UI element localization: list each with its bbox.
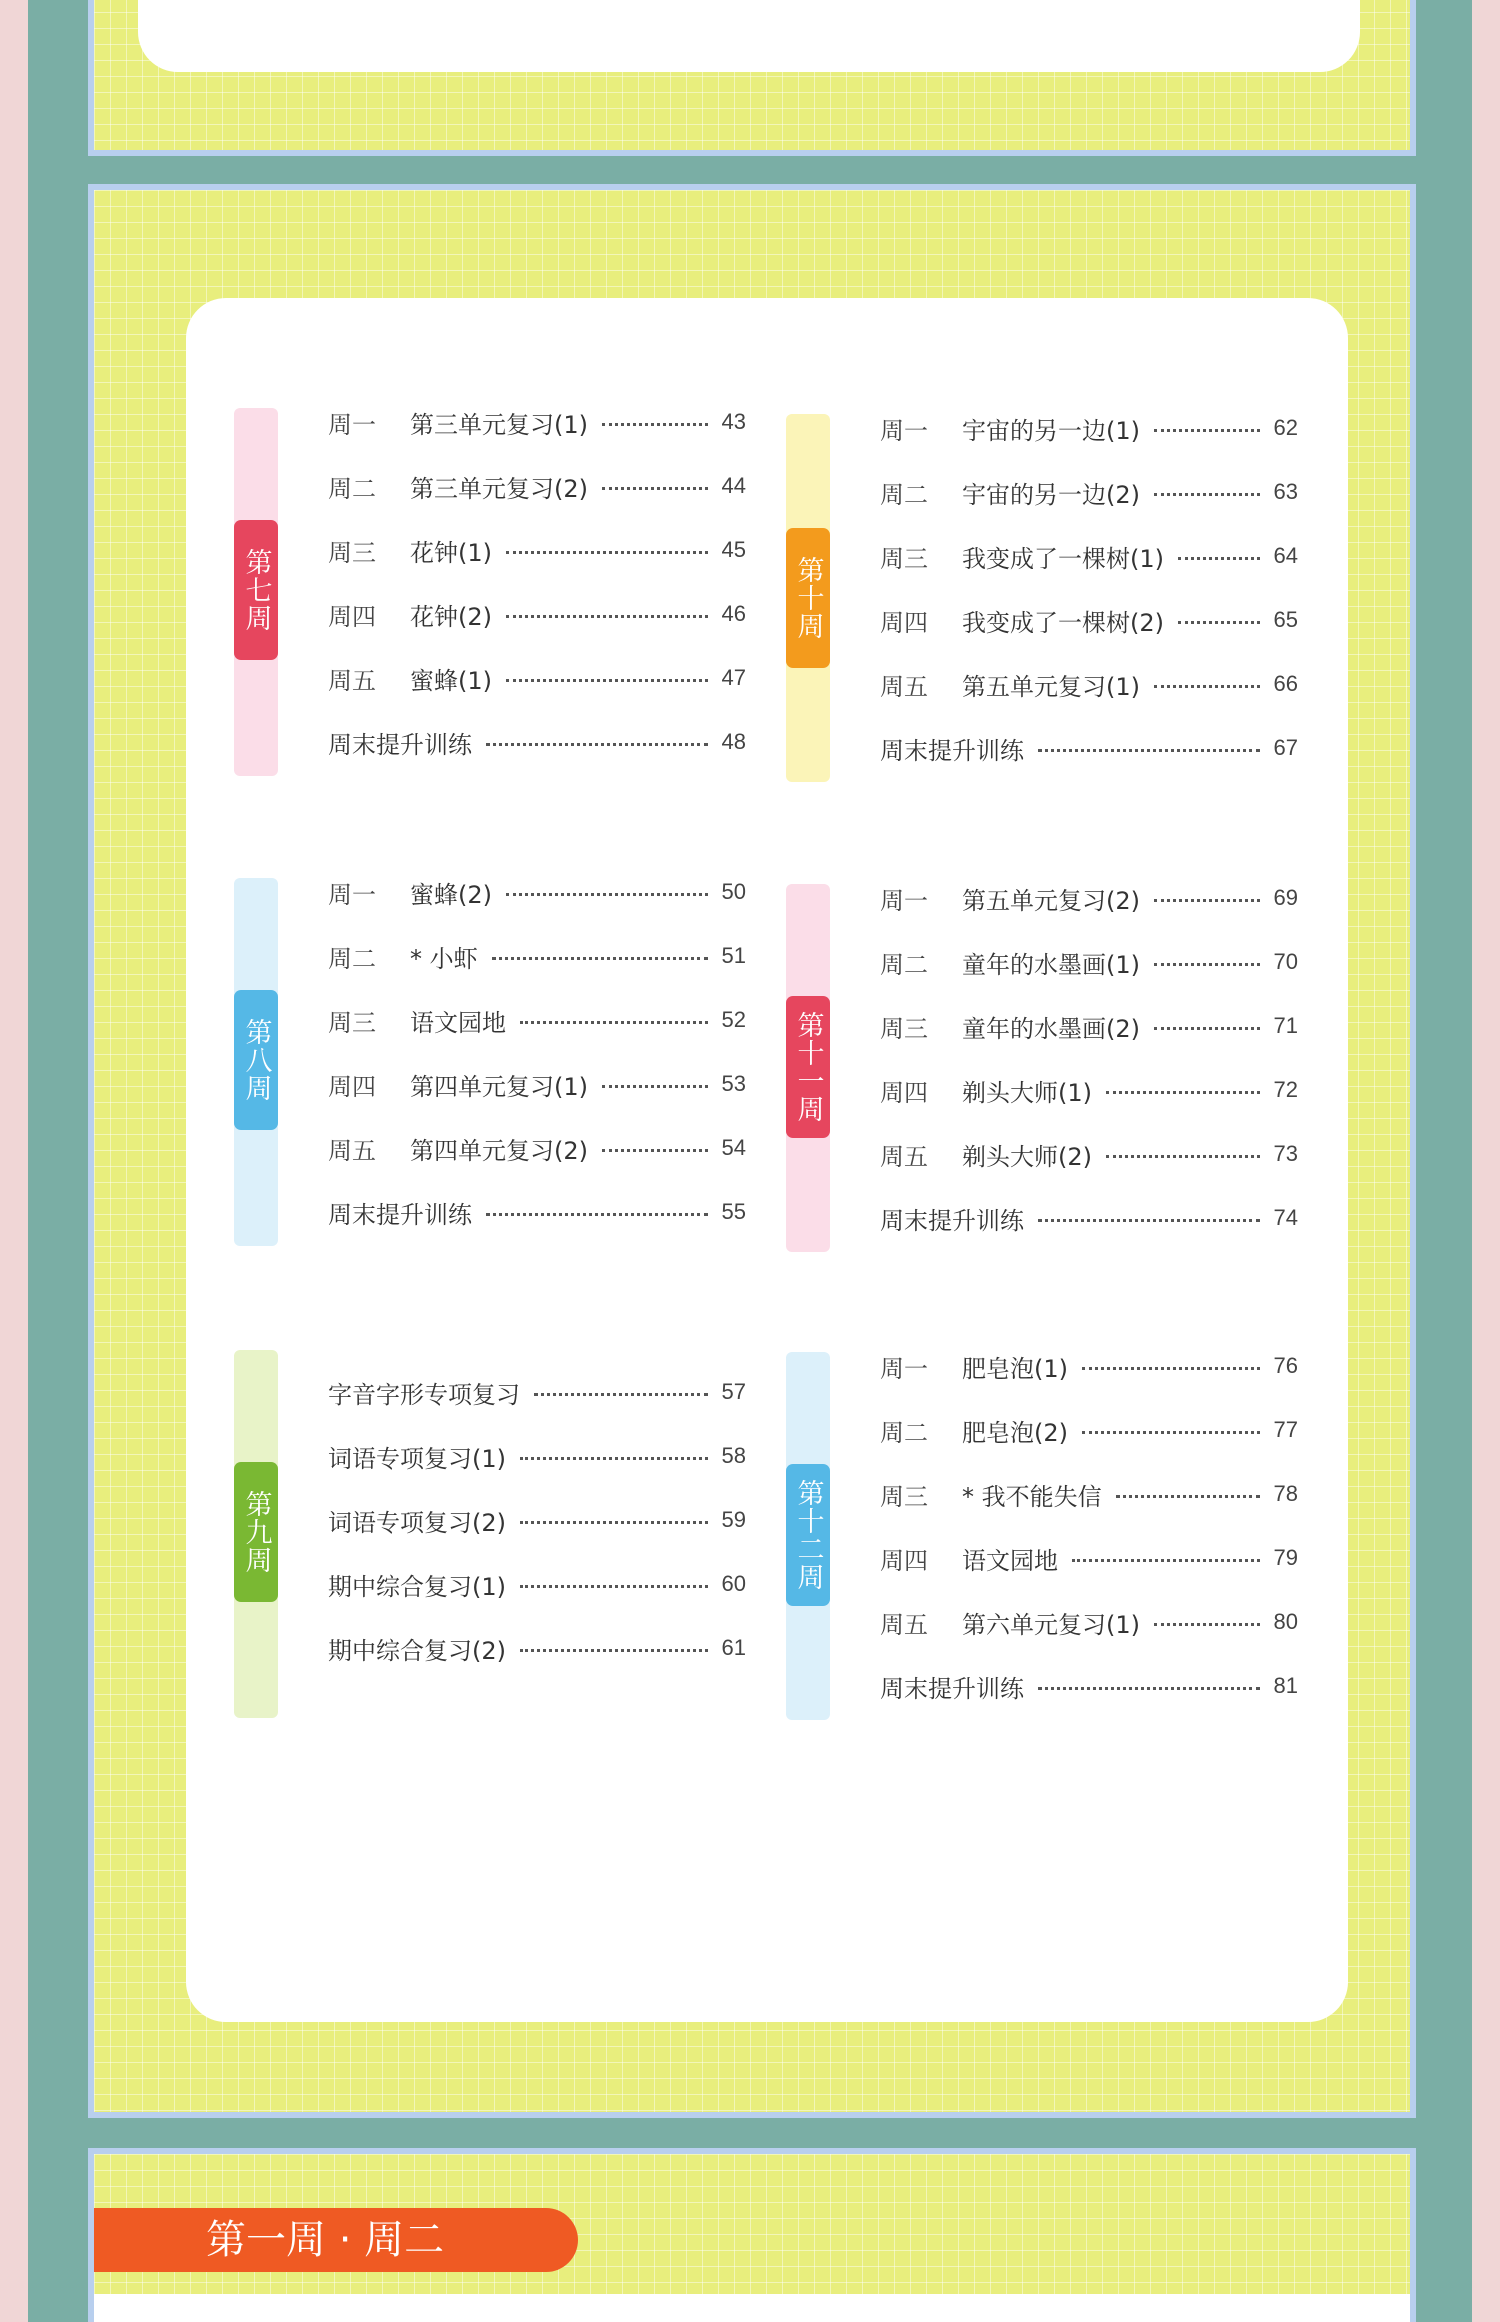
entry-title: * 我不能失信 — [962, 1482, 1102, 1511]
toc-entry[interactable] — [880, 1602, 1298, 1642]
dot-leader — [506, 551, 708, 554]
entry-day: 周三 — [880, 1014, 928, 1043]
dot-leader — [1154, 493, 1260, 496]
toc-entry[interactable] — [880, 1006, 1298, 1046]
entry-title: 宇宙的另一边(2) — [962, 480, 1140, 509]
dot-leader — [1116, 1495, 1260, 1498]
toc-entry[interactable] — [328, 936, 746, 976]
entry-page-number: 52 — [721, 1007, 746, 1032]
entry-day: 周三 — [880, 544, 928, 573]
entry-page-number: 59 — [721, 1507, 746, 1532]
entry-day: 周三 — [328, 1008, 376, 1037]
entry-day: 周四 — [880, 1546, 928, 1575]
entry-page-number: 71 — [1273, 1013, 1298, 1038]
entry-page-number: 55 — [721, 1199, 746, 1224]
entry-title: 第三单元复习(2) — [410, 474, 588, 503]
entry-day: 周一 — [880, 886, 928, 915]
dot-leader — [602, 487, 708, 490]
week-section — [234, 878, 754, 1246]
entry-page-number: 46 — [721, 601, 746, 626]
entry-day: 周四 — [880, 608, 928, 637]
entry-title: 第六单元复习(1) — [962, 1610, 1140, 1639]
toc-entry[interactable] — [880, 1198, 1298, 1238]
dot-leader — [520, 1585, 708, 1588]
entry-page-number: 81 — [1273, 1673, 1298, 1698]
entry-title: 我变成了一棵树(1) — [962, 544, 1164, 573]
entry-page-number: 65 — [1273, 607, 1298, 632]
entry-day: 周一 — [880, 416, 928, 445]
dot-leader — [486, 1213, 708, 1216]
entry-title: 期中综合复习(2) — [328, 1636, 506, 1665]
entry-day: 周一 — [328, 410, 376, 439]
entry-title: 花钟(1) — [410, 538, 492, 567]
entry-day: 周一 — [328, 880, 376, 909]
toc-entry[interactable] — [328, 1500, 746, 1540]
entry-day: 周五 — [880, 1142, 928, 1171]
entry-title: 剃头大师(1) — [962, 1078, 1092, 1107]
entry-page-number: 76 — [1273, 1353, 1298, 1378]
entry-day: 周二 — [880, 480, 928, 509]
dot-leader — [486, 743, 708, 746]
entry-day: 周四 — [328, 1072, 376, 1101]
entry-title: 花钟(2) — [410, 602, 492, 631]
entry-title: 周末提升训练 — [880, 1674, 1024, 1703]
entry-page-number: 57 — [721, 1379, 746, 1404]
toc-entry[interactable] — [880, 664, 1298, 704]
entry-page-number: 66 — [1273, 671, 1298, 696]
week-section — [786, 884, 1306, 1252]
entry-page-number: 48 — [721, 729, 746, 754]
toc-entry[interactable] — [328, 1372, 746, 1412]
toc-entry[interactable] — [880, 1538, 1298, 1578]
entry-title: 字音字形专项复习 — [328, 1380, 520, 1409]
next-panel — [88, 2148, 1416, 2322]
dot-leader — [520, 1021, 708, 1024]
toc-entry[interactable] — [880, 1070, 1298, 1110]
dot-leader — [1082, 1431, 1260, 1434]
dot-leader — [506, 615, 708, 618]
entry-day: 周一 — [880, 1354, 928, 1383]
toc-entry[interactable] — [880, 728, 1298, 768]
entry-page-number: 45 — [721, 537, 746, 562]
toc-entry[interactable] — [328, 1564, 746, 1604]
dot-leader — [1154, 429, 1260, 432]
dot-leader — [1178, 621, 1260, 624]
entry-day: 周四 — [328, 602, 376, 631]
entry-day: 周五 — [328, 666, 376, 695]
contents-panel — [88, 184, 1416, 2118]
dot-leader — [1154, 1027, 1260, 1030]
entry-title: 童年的水墨画(2) — [962, 1014, 1140, 1043]
entry-title: 第四单元复习(1) — [410, 1072, 588, 1101]
entry-page-number: 54 — [721, 1135, 746, 1160]
dot-leader — [1178, 557, 1260, 560]
entry-page-number: 67 — [1273, 735, 1298, 760]
dot-leader — [520, 1457, 708, 1460]
entry-page-number: 80 — [1273, 1609, 1298, 1634]
entry-title: 词语专项复习(2) — [328, 1508, 506, 1537]
toc-entry[interactable] — [328, 466, 746, 506]
dot-leader — [1154, 899, 1260, 902]
toc-entry[interactable] — [880, 1346, 1298, 1386]
toc-entry[interactable] — [328, 1192, 746, 1232]
entry-page-number: 77 — [1273, 1417, 1298, 1442]
entry-page-number: 79 — [1273, 1545, 1298, 1570]
dot-leader — [1106, 1091, 1260, 1094]
entry-title: 童年的水墨画(1) — [962, 950, 1140, 979]
entry-title: 我变成了一棵树(2) — [962, 608, 1164, 637]
toc-entry[interactable] — [328, 722, 746, 762]
entry-day: 周三 — [328, 538, 376, 567]
toc-entry[interactable] — [880, 472, 1298, 512]
week-section — [786, 1352, 1306, 1720]
toc-entry[interactable] — [328, 594, 746, 634]
entry-page-number: 78 — [1273, 1481, 1298, 1506]
entry-day: 周五 — [880, 672, 928, 701]
dot-leader — [1154, 685, 1260, 688]
entry-title: 第四单元复习(2) — [410, 1136, 588, 1165]
entry-title: 第三单元复习(1) — [410, 410, 588, 439]
dot-leader — [492, 957, 708, 960]
toc-entry[interactable] — [328, 1628, 746, 1668]
entry-title: 剃头大师(2) — [962, 1142, 1092, 1171]
contents-card — [186, 298, 1348, 2022]
entry-title: 词语专项复习(1) — [328, 1444, 506, 1473]
toc-entry[interactable] — [880, 600, 1298, 640]
entry-page-number: 44 — [721, 473, 746, 498]
entry-title: 宇宙的另一边(1) — [962, 416, 1140, 445]
entry-title: * 小虾 — [410, 944, 478, 973]
week-label: 第十周 — [786, 528, 830, 668]
toc-entry[interactable] — [328, 1064, 746, 1104]
entry-title: 肥皂泡(1) — [962, 1354, 1068, 1383]
dot-leader — [1038, 1219, 1260, 1222]
entry-page-number: 43 — [721, 409, 746, 434]
dot-leader — [520, 1521, 708, 1524]
entry-page-number: 62 — [1273, 415, 1298, 440]
entry-title: 蜜蜂(1) — [410, 666, 492, 695]
dot-leader — [506, 893, 708, 896]
entry-page-number: 69 — [1273, 885, 1298, 910]
toc-entry[interactable] — [880, 536, 1298, 576]
week-label: 第十二周 — [786, 1464, 830, 1606]
entry-day: 周二 — [328, 944, 376, 973]
next-card — [94, 2294, 1410, 2322]
toc-entry[interactable] — [328, 1128, 746, 1168]
dot-leader — [1154, 963, 1260, 966]
week-section — [786, 414, 1306, 782]
toc-entry[interactable] — [880, 1666, 1298, 1706]
week-label: 第九周 — [234, 1462, 278, 1602]
entry-title: 周末提升训练 — [880, 736, 1024, 765]
week-section — [234, 408, 754, 776]
dot-leader — [1154, 1623, 1260, 1626]
entry-page-number: 51 — [721, 943, 746, 968]
dot-leader — [602, 1085, 708, 1088]
toc-entry[interactable] — [880, 1474, 1298, 1514]
entry-day: 周二 — [880, 950, 928, 979]
entry-day: 周二 — [880, 1418, 928, 1447]
dot-leader — [1038, 749, 1260, 752]
entry-page-number: 63 — [1273, 479, 1298, 504]
previous-card — [138, 0, 1360, 72]
dot-leader — [534, 1393, 708, 1396]
toc-entry[interactable] — [328, 402, 746, 442]
entry-page-number: 50 — [721, 879, 746, 904]
entry-page-number: 70 — [1273, 949, 1298, 974]
dot-leader — [1072, 1559, 1260, 1562]
entry-page-number: 74 — [1273, 1205, 1298, 1230]
previous-panel — [88, 0, 1416, 156]
entry-page-number: 61 — [721, 1635, 746, 1660]
entry-title: 语文园地 — [410, 1008, 506, 1037]
entry-title: 周末提升训练 — [328, 730, 472, 759]
week-label: 第十一周 — [786, 996, 830, 1138]
toc-entry[interactable] — [880, 408, 1298, 448]
entry-day: 周二 — [328, 474, 376, 503]
entry-title: 第五单元复习(1) — [962, 672, 1140, 701]
entry-page-number: 73 — [1273, 1141, 1298, 1166]
entry-page-number: 47 — [721, 665, 746, 690]
entry-day: 周四 — [880, 1078, 928, 1107]
dot-leader — [1038, 1687, 1260, 1690]
lesson-banner: 第一周 · 周二 — [94, 2208, 578, 2272]
entry-page-number: 72 — [1273, 1077, 1298, 1102]
toc-entry[interactable] — [328, 658, 746, 698]
toc-entry[interactable] — [328, 872, 746, 912]
toc-entry[interactable] — [880, 942, 1298, 982]
entry-page-number: 53 — [721, 1071, 746, 1096]
entry-day: 周三 — [880, 1482, 928, 1511]
toc-entry[interactable] — [328, 1436, 746, 1476]
dot-leader — [1106, 1155, 1260, 1158]
week-label: 第七周 — [234, 520, 278, 660]
dot-leader — [506, 679, 708, 682]
dot-leader — [602, 1149, 708, 1152]
dot-leader — [602, 423, 708, 426]
entry-title: 周末提升训练 — [328, 1200, 472, 1229]
toc-entry[interactable] — [328, 530, 746, 570]
dot-leader — [520, 1649, 708, 1652]
toc-entry[interactable] — [880, 878, 1298, 918]
entry-day: 周五 — [880, 1610, 928, 1639]
entry-title: 期中综合复习(1) — [328, 1572, 506, 1601]
entry-day: 周五 — [328, 1136, 376, 1165]
toc-entry[interactable] — [880, 1134, 1298, 1174]
toc-entry[interactable] — [880, 1410, 1298, 1450]
toc-entry[interactable] — [328, 1000, 746, 1040]
week-section — [234, 1350, 754, 1718]
dot-leader — [1082, 1367, 1260, 1370]
week-label: 第八周 — [234, 990, 278, 1130]
entry-title: 第五单元复习(2) — [962, 886, 1140, 915]
entry-page-number: 60 — [721, 1571, 746, 1596]
entry-title: 蜜蜂(2) — [410, 880, 492, 909]
entry-page-number: 64 — [1273, 543, 1298, 568]
entry-title: 语文园地 — [962, 1546, 1058, 1575]
entry-page-number: 58 — [721, 1443, 746, 1468]
entry-title: 周末提升训练 — [880, 1206, 1024, 1235]
entry-title: 肥皂泡(2) — [962, 1418, 1068, 1447]
